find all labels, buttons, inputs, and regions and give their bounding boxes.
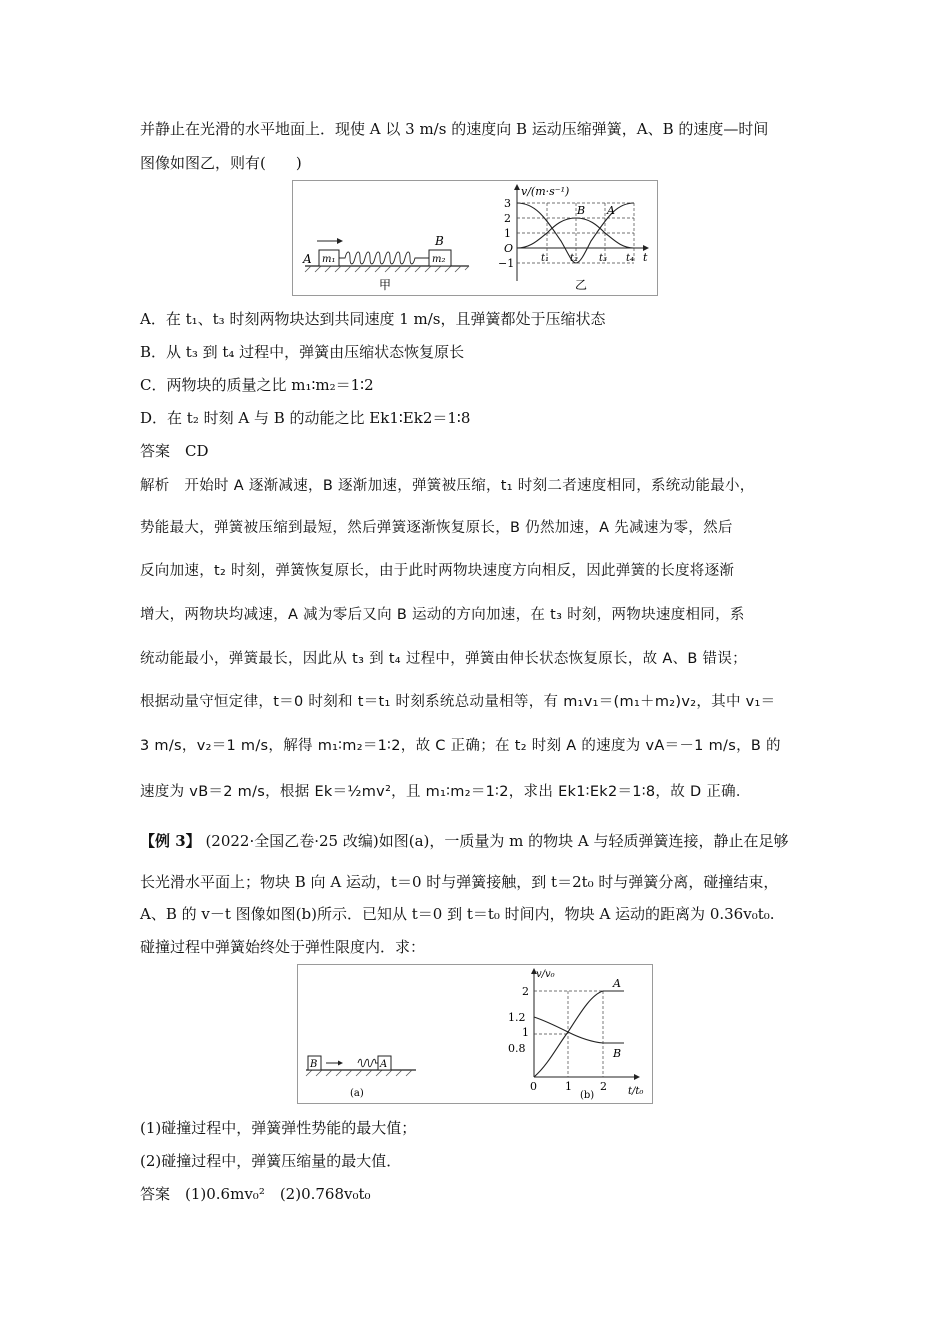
b-curve-B-label: B (613, 1047, 622, 1060)
ground-hatch-a (306, 1070, 412, 1076)
option-A: A．在 t₁、t₃ 时刻两物块达到共同速度 1 m/s，且弹簧都处于压缩状态 (140, 310, 606, 328)
option-B: B．从 t₃ 到 t₄ 过程中，弹簧由压缩状态恢复原长 (140, 343, 465, 361)
yi-xtick-t2: t₂ (570, 253, 579, 264)
figure-b (508, 968, 643, 1101)
problem3-line2: 长光滑水平面上；物块 B 向 A 运动，t＝0 时与弹簧接触，到 t＝2t₀ 时与弹簧分离，碰撞结束， (140, 873, 779, 891)
yi-ytick-2: 2 (504, 212, 511, 225)
caption-b: (b) (580, 1090, 595, 1101)
yi-ytick-3: 3 (504, 197, 511, 210)
b-xlabel: t/t₀ (628, 1086, 644, 1097)
figure-a-b-svg (298, 965, 652, 1103)
mass2-label: m₂ (432, 254, 446, 265)
problem2-line1: 并静止在光滑的水平地面上．现使 A 以 3 m/s 的速度向 B 运动压缩弹簧，A、B 的速度—时间 (140, 120, 769, 138)
b-x-axis-arrow (634, 1074, 640, 1080)
analysis-line-5: 统动能最小，弹簧最长，因此从 t₃ 到 t₄ 过程中，弹簧由伸长状态恢复原长，故 A、B 错误； (140, 651, 747, 667)
fig-a-label-B: B (310, 1059, 318, 1070)
yi-origin: O (504, 242, 514, 255)
yi-xtick-t4: t₄ (626, 253, 635, 264)
yi-ytick-neg1: −1 (498, 257, 515, 270)
problem3-line3: A、B 的 v－t 图像如图(b)所示．已知从 t＝0 到 t＝t₀ 时间内，物块 A 运动的距离为 0.36v₀t₀. (140, 905, 775, 923)
caption-jia: 甲 (379, 278, 392, 292)
figure-jia-yi (292, 180, 658, 296)
yi-ytick-1: 1 (504, 227, 511, 240)
b-curve-A (534, 991, 624, 1077)
question-2: (2)碰撞过程中，弹簧压缩量的最大值． (140, 1152, 402, 1170)
figure-yi (498, 184, 649, 292)
spring-coil (339, 252, 429, 264)
b-gridlines (534, 991, 603, 1077)
analysis-line-4: 增大，两物块均减速，A 减为零后又向 B 运动的方向加速，在 t₃ 时刻，两物块速度相同，系 (140, 607, 745, 623)
figure-jia-yi-svg (293, 181, 657, 295)
b-ylabel: v/v₀ (536, 969, 555, 980)
fig-a-label-A: A (380, 1059, 388, 1070)
yi-xtick-t3: t₃ (599, 253, 608, 264)
option-D: D．在 t₂ 时刻 A 与 B 的动能之比 Ek1∶Ek2＝1∶8 (140, 409, 471, 427)
label-A: A (303, 252, 312, 266)
velocity-arrowhead (337, 238, 343, 244)
example-tag: 【例 3】 (140, 832, 201, 850)
option-C: C．两物块的质量之比 m₁∶m₂＝1∶2 (140, 376, 374, 394)
caption-yi: 乙 (575, 278, 588, 292)
question-1: (1)碰撞过程中，弹簧弹性势能的最大值； (140, 1119, 417, 1137)
b-ytick-1: 1 (522, 1026, 529, 1039)
label-B: B (435, 234, 444, 248)
problem3-line4: 碰撞过程中弹簧始终处于弹性限度内．求： (140, 938, 426, 956)
problem2-line2: 图像如图乙，则有( ) (140, 154, 302, 172)
problem2-answer: 答案 CD (140, 442, 209, 460)
analysis-line-7: 3 m/s，v₂＝1 m/s，解得 m₁∶m₂＝1∶2，故 C 正确；在 t₂ 时刻 A 的速度为 vA＝－1 m/s，B 的 (140, 738, 781, 754)
ground-hatch (305, 266, 469, 272)
B-velocity-arrowhead (338, 1061, 343, 1066)
b-curve-B (534, 1017, 624, 1043)
figure-jia (302, 234, 469, 292)
analysis-line-3: 反向加速，t₂ 时刻，弹簧恢复原长，由于此时两物块速度方向相反，因此弹簧的长度将逐渐 (140, 563, 735, 579)
mass1-label: m₁ (322, 254, 336, 265)
spring-a (358, 1059, 378, 1067)
problem3-answer: 答案 (1)0.6mv₀² (2)0.768v₀t₀ (140, 1185, 371, 1203)
analysis-line-2: 势能最大，弹簧被压缩到最短，然后弹簧逐渐恢复原长，B 仍然加速，A 先减速为零，然后 (140, 520, 733, 536)
problem3-line1 (140, 830, 789, 851)
yi-xlabel: t (643, 251, 648, 264)
y-axis-arrow (514, 184, 520, 190)
analysis-line-1: 解析 开始时 A 逐渐减速，B 逐渐加速，弹簧被压缩，t₁ 时刻二者速度相同，系统动能最小， (140, 478, 755, 494)
caption-a: (a) (350, 1088, 364, 1099)
b-xtick-0: 0 (530, 1080, 537, 1093)
analysis-line-6: 根据动量守恒定律，t＝0 时刻和 t＝t₁ 时刻系统总动量相等，有 m₁v₁＝(m₁＋m₂)v₂，其中 v₁＝ (140, 694, 776, 710)
b-ytick-2: 2 (522, 985, 529, 998)
b-ytick-1.2: 1.2 (508, 1011, 526, 1024)
b-xtick-2: 2 (600, 1080, 607, 1093)
analysis-line-8: 速度为 vB＝2 m/s，根据 Ek＝½mv²，且 m₁∶m₂＝1∶2，求出 Ek1∶Ek2＝1∶8，故 D 正确． (140, 784, 751, 800)
b-ytick-0.8: 0.8 (508, 1042, 526, 1055)
yi-curve-B-label: B (577, 204, 586, 217)
b-curve-A-label: A (613, 977, 621, 990)
figure-a-b (297, 964, 653, 1104)
yi-ylabel: v/(m·s⁻¹) (521, 185, 570, 198)
figure-a (306, 1056, 416, 1099)
b-xtick-1: 1 (565, 1080, 572, 1093)
problem3-line1-text: (2022·全国乙卷·25 改编)如图(a)，一质量为 m 的物块 A 与轻质弹簧连接，静止在足够 (205, 832, 789, 850)
yi-curve-A-label: A (607, 204, 615, 217)
yi-xtick-t1: t₁ (541, 253, 550, 264)
